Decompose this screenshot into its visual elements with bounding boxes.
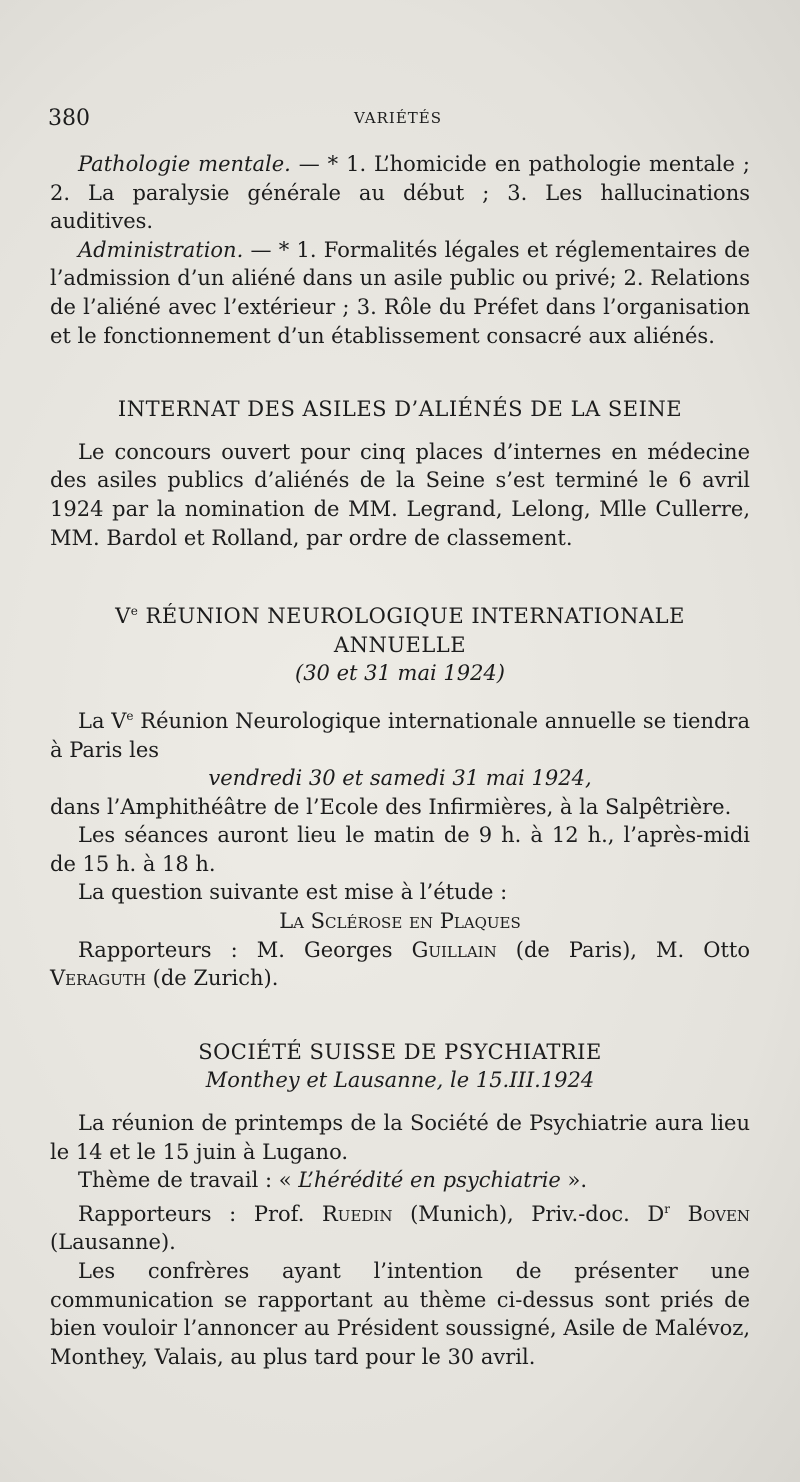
- reunion-heading-line2: ANNUELLE: [333, 632, 467, 657]
- reunion-heading-rest: RÉUNION NEUROLOGIQUE INTERNATIONALE: [138, 604, 685, 629]
- reunion-paragraph-2: dans l’Amphithéâtre de l’Ecole des Infirmières, à la Salpêtrière.: [50, 794, 732, 819]
- rapporteur-veraguth: Veraguth: [50, 966, 146, 991]
- pathologie-paragraph: [50, 150, 750, 236]
- societe-theme-a: Thème de travail : «: [78, 1168, 299, 1193]
- page-number: 380: [48, 106, 90, 131]
- page-header: [48, 106, 748, 142]
- internat-paragraph: Le concours ouvert pour cinq places d’internes en médecine des asiles publics d’aliénés de la Seine s’est terminé le 6 avril 1924 par la nomination de MM. Legrand, Lelong, Mlle Cullerre, MM. Bardol et Rolland, par ordre de classement.: [50, 439, 750, 550]
- reunion-heading-sup: e: [130, 604, 139, 619]
- reunion-rap-a: Rapporteurs : M. Georges: [78, 937, 412, 962]
- societe-rap-sup: r: [664, 1201, 671, 1216]
- reunion-rap-c: (de Zurich).: [145, 966, 279, 991]
- societe-rap-d: (Lausanne).: [50, 1230, 176, 1255]
- reunion-rap-b: (de Paris), M. Otto: [496, 937, 750, 962]
- reunion-paragraph-4: La question suivante est mise à l’étude :: [78, 880, 508, 905]
- pathologie-label: Pathologie mentale.: [78, 152, 291, 176]
- internat-heading: INTERNAT DES ASILES D’ALIÉNÉS DE LA SEINE: [117, 397, 683, 422]
- running-head: VARIÉTÉS: [353, 109, 443, 127]
- societe-theme: [50, 1166, 750, 1195]
- societe-rapporteurs: [50, 1195, 750, 1257]
- rapporteur-ruedin: Ruedin: [321, 1201, 393, 1226]
- reunion-heading-v: V: [115, 604, 131, 629]
- societe-theme-b: ».: [560, 1168, 588, 1193]
- reunion-p1-sup: e: [126, 708, 134, 723]
- reunion-p1-b: Réunion Neurologique internationale annuelle se tiendra à Paris les: [50, 708, 750, 762]
- reunion-paragraph-3: Les séances auront lieu le matin de 9 h. à 12 h., l’après-midi de 15 h. à 18 h.: [50, 823, 750, 876]
- societe-rap-b: (Munich), Priv.-doc. D: [392, 1201, 665, 1226]
- societe-heading: SOCIÉTÉ SUISSE DE PSYCHIATRIE: [198, 1039, 602, 1064]
- societe-paragraph-last: Les confrères ayant l’intention de présenter une communication se rapportant au thème ci-dessus sont priés de bien vouloir l’annoncer au Président soussigné, Asile de Malévoz, Monthey, Valais, au plus tard pour le 30 avril.: [50, 1259, 750, 1369]
- page-body: [50, 150, 750, 1371]
- societe-rap-a: Rapporteurs : Prof.: [78, 1201, 322, 1226]
- reunion-heading: [50, 597, 750, 631]
- administration-text: — * 1. Formalités légales et réglementaires de l’admission d’un aliéné dans un asile public ou privé; 2. Relations de l’aliéné avec l’extérieur ; 3. Rôle du Préfet dans l’organisation et le fonctionnement d’un établissement consacré aux aliénés.: [50, 237, 750, 348]
- societe-subheading: Monthey et Lausanne, le 15.III.1924: [205, 1068, 595, 1093]
- reunion-dates: (30 et 31 mai 1924): [295, 661, 505, 686]
- administration-label: Administration.: [78, 237, 244, 262]
- societe-rap-c: [670, 1202, 688, 1226]
- reunion-rapporteurs: [50, 936, 750, 993]
- rapporteur-boven: Boven: [687, 1201, 751, 1226]
- reunion-date-line: vendredi 30 et samedi 31 mai 1924,: [208, 766, 592, 791]
- reunion-paragraph-1: [50, 702, 750, 764]
- reunion-topic: La Sclérose en Plaques: [279, 909, 521, 934]
- societe-theme-title: L’hérédité en psychiatrie: [298, 1168, 561, 1193]
- reunion-p1-a: La V: [78, 708, 127, 733]
- administration-paragraph: [50, 236, 750, 350]
- rapporteur-guillain: Guillain: [411, 937, 497, 962]
- pathologie-text: — * 1. L’homicide en pathologie mentale ; 2. La paralysie générale au début ; 3. Les hallucinations auditives.: [50, 152, 750, 234]
- societe-paragraph-1: La réunion de printemps de la Société de Psychiatrie aura lieu le 14 et le 15 juin à Lugano.: [50, 1111, 750, 1164]
